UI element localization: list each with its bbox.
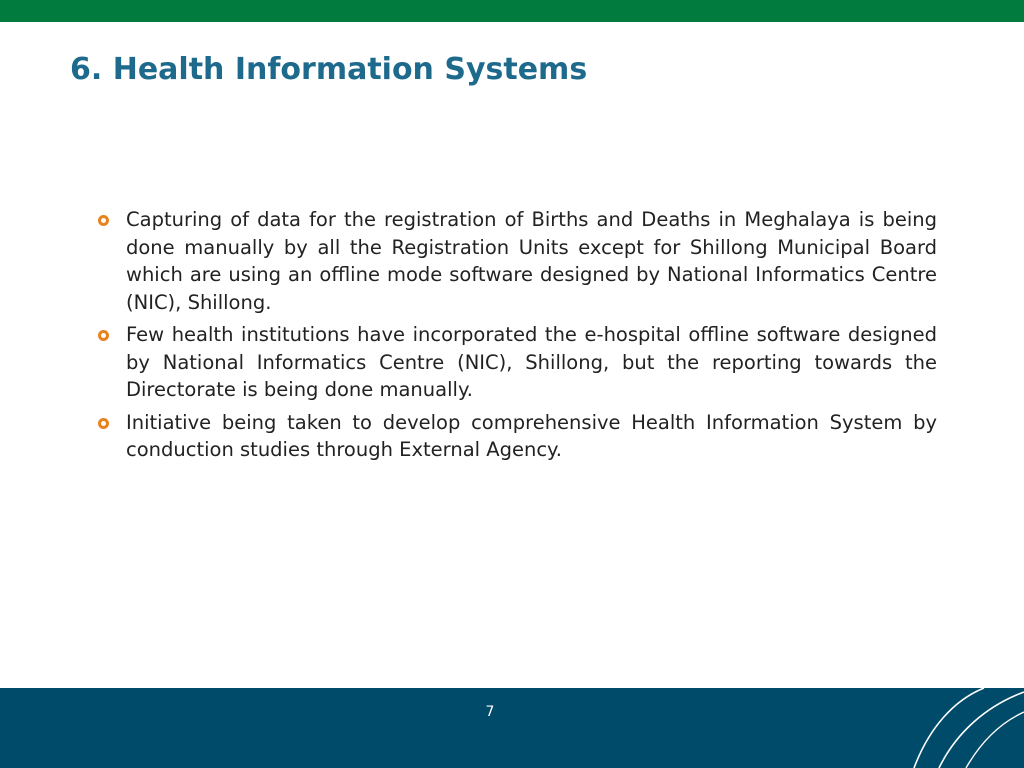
ring-bullet-icon bbox=[98, 330, 109, 341]
page-number: 7 bbox=[485, 704, 495, 720]
bullet-list bbox=[95, 206, 937, 469]
bullet-item bbox=[95, 321, 937, 404]
ring-bullet-icon bbox=[98, 215, 109, 226]
slide-title: 6. Health Information Systems bbox=[70, 52, 588, 87]
bullet-text: Capturing of data for the registration of Births and Deaths in Meghalaya is being done manually by all the Registration Units except for Shillong Municipal Board which are using an offline mode software designed by National Informatics Centre (NIC), Shillong. bbox=[126, 208, 937, 314]
swoosh-lines-icon bbox=[894, 688, 1024, 768]
footer-bar bbox=[0, 688, 1024, 768]
ring-bullet-icon bbox=[98, 418, 109, 429]
bullet-item bbox=[95, 409, 937, 464]
bullet-text: Initiative being taken to develop comprehensive Health Information System by conduction studies through External Agency. bbox=[126, 410, 937, 461]
bullet-item bbox=[95, 206, 937, 316]
top-accent-bar bbox=[0, 0, 1024, 22]
bullet-text: Few health institutions have incorporated the e-hospital offline software designed by National Informatics Centre (NIC), Shillong, but the reporting towards the Directorate is being done manually. bbox=[126, 323, 937, 401]
